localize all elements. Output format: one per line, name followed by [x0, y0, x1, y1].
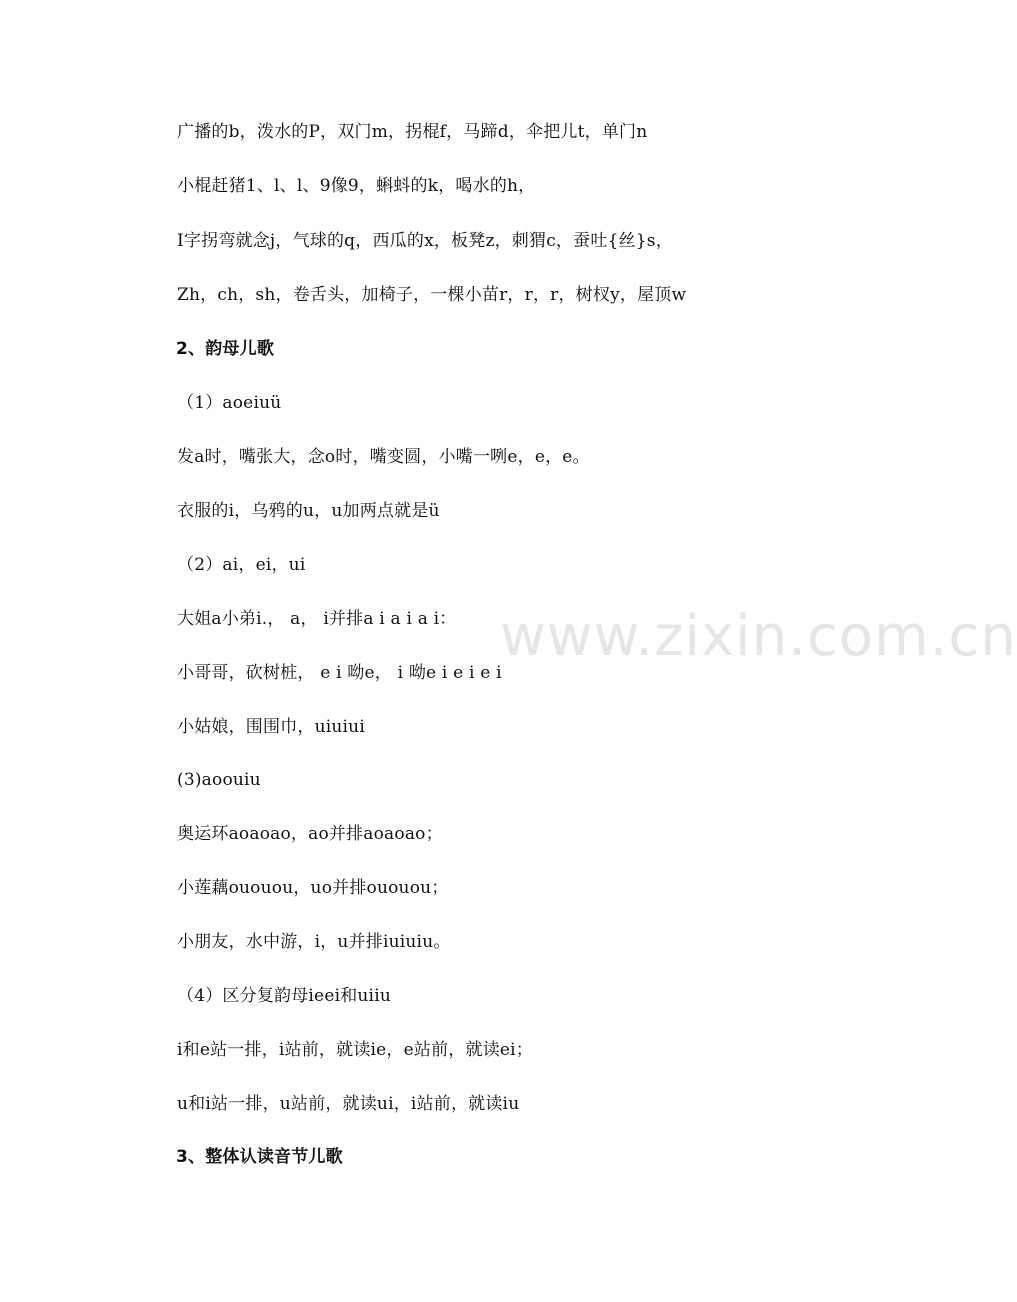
consonant-rhyme-line-3: I字拐弯就念j，气球的q，西瓜的x，板凳z，刺猬c，蚕吐{丝}s，	[177, 231, 673, 251]
subsection-3-title: (3)aoouiu	[177, 770, 261, 790]
vowel-rhyme-line-8: 小朋友，水中游，i，u并排iuiuiu。	[177, 932, 451, 952]
vowel-rhyme-line-9: i和e站一排，i站前，就读ie，e站前，就读ei；	[177, 1040, 533, 1060]
vowel-rhyme-line-3: 大姐a小弟i.， a， i并排a i a i a i：	[177, 609, 457, 629]
subsection-4-title: （4）区分复韵母ieei和uiiu	[177, 986, 391, 1006]
vowel-rhyme-line-6: 奥运环aoaoao，ao并排aoaoao；	[177, 824, 443, 844]
consonant-rhyme-line-2: 小棍赶猪1、l、l、9像9，蝌蚪的k，喝水的h，	[177, 176, 536, 196]
vowel-rhyme-line-7: 小莲藕ououou，uo并排ououou；	[177, 878, 449, 898]
section-heading-whole-syllables: 3、整体认读音节儿歌	[176, 1147, 343, 1167]
consonant-rhyme-line-1: 广播的b，泼水的P，双门m，拐棍f，马蹄d，伞把儿t，单门n	[177, 122, 648, 142]
watermark: www.zixin.com.cn	[500, 604, 1017, 669]
vowel-rhyme-line-2: 衣服的i，乌鸦的u，u加两点就是ü	[177, 501, 440, 521]
subsection-1-title: （1）aoeiuü	[177, 393, 282, 413]
vowel-rhyme-line-5: 小姑娘，围围巾，uiuiui	[177, 717, 365, 737]
subsection-2-title: （2）ai，ei，ui	[177, 555, 306, 575]
consonant-rhyme-line-4: Zh，ch，sh，卷舌头，加椅子，一棵小苗r，r，r，树杈y，屋顶w	[177, 285, 687, 305]
vowel-rhyme-line-4: 小哥哥，砍树桩， e i 呦e， i 呦e i e i e i	[177, 663, 502, 683]
vowel-rhyme-line-10: u和i站一排，u站前，就读ui，i站前，就读iu	[177, 1094, 520, 1114]
section-heading-vowel-rhymes: 2、韵母儿歌	[176, 339, 275, 359]
vowel-rhyme-line-1: 发a时，嘴张大，念o时，嘴变圆，小嘴一咧e，e，e。	[177, 447, 590, 467]
